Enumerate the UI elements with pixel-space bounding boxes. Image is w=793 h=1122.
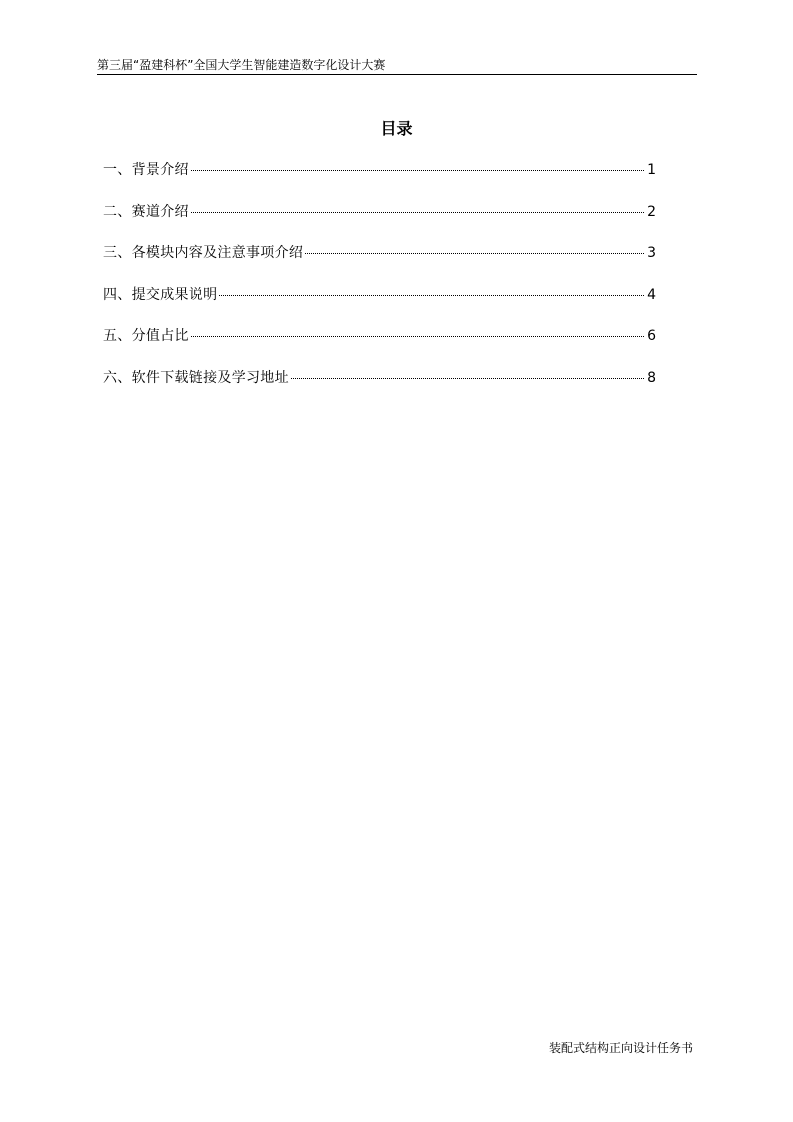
toc-entry-label: 二、赛道介绍 [103, 203, 189, 220]
toc-entry-label: 六、软件下载链接及学习地址 [103, 369, 289, 386]
toc-entry-tracks[interactable] [103, 200, 656, 242]
header-text: 第三届“盈建科杯”全国大学生智能建造数字化设计大赛 [97, 58, 386, 72]
toc-dot-leader [191, 170, 644, 171]
toc-entry-page: 4 [647, 286, 656, 303]
toc-dot-leader [191, 336, 644, 337]
toc-dot-leader [305, 253, 644, 254]
toc-entry-page: 1 [647, 162, 656, 178]
toc-dot-leader [191, 212, 644, 213]
toc-entry-software[interactable] [103, 366, 656, 408]
toc-entry-scoring[interactable] [103, 324, 656, 366]
toc-entry-label: 一、背景介绍 [103, 162, 189, 178]
toc-dot-leader [219, 295, 644, 296]
toc-entry-label: 五、分值占比 [103, 328, 189, 344]
toc-dot-leader [291, 378, 644, 379]
toc-entry-page: 8 [647, 369, 656, 386]
toc-entry-background[interactable] [103, 158, 656, 200]
toc-entry-page: 3 [647, 245, 656, 261]
toc-entry-page: 2 [647, 203, 656, 220]
toc-title: 目录 [380, 119, 413, 138]
table-of-contents [103, 158, 656, 407]
page-header [97, 56, 697, 75]
toc-entry-modules[interactable] [103, 241, 656, 283]
page-footer: 装配式结构正向设计任务书 [548, 1041, 693, 1055]
toc-entry-submission[interactable] [103, 283, 656, 325]
toc-entry-page: 6 [647, 328, 656, 344]
toc-entry-label: 三、各模块内容及注意事项介绍 [103, 245, 304, 261]
toc-entry-label: 四、提交成果说明 [103, 286, 218, 303]
